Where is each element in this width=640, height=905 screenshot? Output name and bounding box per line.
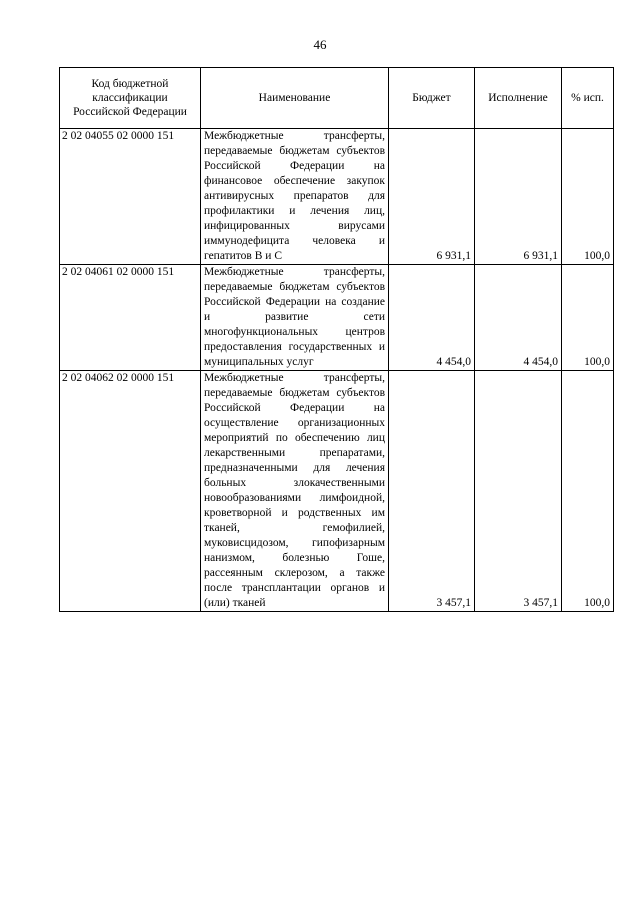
row-execution: 3 457,1: [475, 371, 562, 612]
row-percent: 100,0: [562, 265, 614, 371]
table-header-row: [60, 68, 614, 129]
header-execution: Исполнение: [475, 68, 562, 129]
row-name: Межбюджетные трансферты, передаваемые бюджетам субъектов Российской Федерации на финансовое обеспечение закупок антивирусных препаратов для профилактики и лечения лиц, инфицированных вирусами иммунодефицита человека и гепатитов В и С: [201, 129, 389, 265]
row-percent: 100,0: [562, 371, 614, 612]
row-budget: 3 457,1: [389, 371, 475, 612]
row-code: 2 02 04061 02 0000 151: [60, 265, 201, 371]
row-code: 2 02 04062 02 0000 151: [60, 371, 201, 612]
table-row: [60, 371, 614, 612]
row-code: 2 02 04055 02 0000 151: [60, 129, 201, 265]
row-budget: 6 931,1: [389, 129, 475, 265]
row-percent: 100,0: [562, 129, 614, 265]
budget-table: [59, 67, 614, 612]
header-name: Наименование: [201, 68, 389, 129]
row-execution: 4 454,0: [475, 265, 562, 371]
header-budget: Бюджет: [389, 68, 475, 129]
row-name: Межбюджетные трансферты, передаваемые бюджетам субъектов Российской Федерации на создание и развитие сети многофункциональных центров предоставления государственных и муниципальных услуг: [201, 265, 389, 371]
table-row: [60, 265, 614, 371]
row-name: Межбюджетные трансферты, передаваемые бюджетам субъектов Российской Федерации на осуществление организационных мероприятий по обеспечению лиц лекарственными препаратами, предназначенными для лечения больных злокачественными новообразованиями лимфоидной, кроветворной и родственных им тканей, гемофилией, муковисцидозом, гипофизарным нанизмом, болезнью Гоше, рассеянным склерозом, а также после трансплантации органов и (или) тканей: [201, 371, 389, 612]
table-row: [60, 129, 614, 265]
header-code: Код бюджетной классификации Российской Федерации: [60, 68, 201, 129]
header-percent: % исп.: [562, 68, 614, 129]
page-number: 46: [313, 37, 327, 52]
row-budget: 4 454,0: [389, 265, 475, 371]
row-execution: 6 931,1: [475, 129, 562, 265]
